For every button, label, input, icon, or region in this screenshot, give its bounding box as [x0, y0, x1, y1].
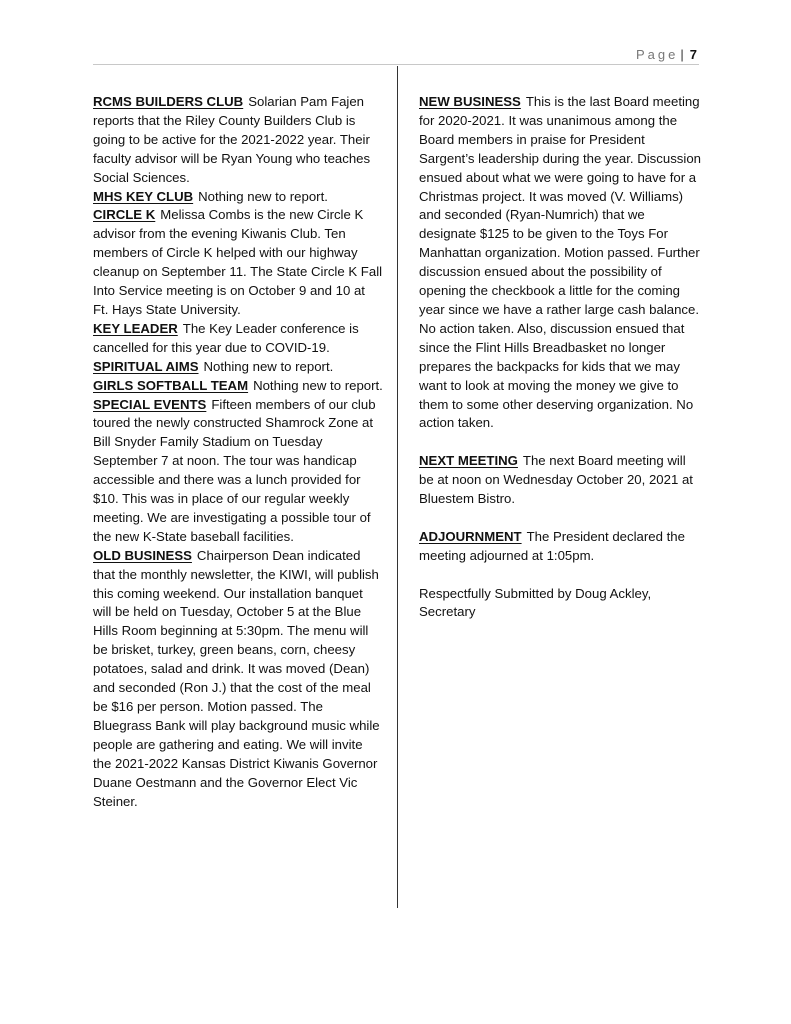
- section-text: Nothing new to report.: [253, 377, 383, 393]
- column-divider: [397, 66, 398, 908]
- section-girls-softball-team: [93, 377, 383, 396]
- section-text: The next Board meeting will be at noon on Wednesday October 20, 2021 at Bluestem Bistro.: [419, 453, 693, 507]
- section-heading: NEXT MEETING: [419, 453, 518, 469]
- page-header: [636, 47, 697, 62]
- section-text: This is the last Board meeting for 2020-2021. It was unanimous among the Board members in praise for President Sargent’s leadership during the year. Discussion ensued about what we were going to have for a Christmas project. It was moved (V. Williams) and seconded (Ryan-Numrich) that we designate $125 to be given to the Toys For Manhattan organization. Motion passed. Further discussion ensued about the possibility of opening the checkbook a little for the coming year since we have a rather large cash balance. No action taken. Also, discussion ensued that since the Flint Hills Breadbasket no longer prepares the backpacks for kids that we may want to look at moving the money we give to them to some other deserving organization. No action taken.: [419, 94, 701, 431]
- left-column: [93, 93, 383, 811]
- page-label: Page: [636, 47, 679, 62]
- section-text: The Key Leader conference is cancelled for this year due to COVID-19.: [93, 320, 359, 355]
- signature-text: Respectfully Submitted by Doug Ackley, Secretary: [419, 585, 652, 620]
- section-text: Nothing new to report.: [203, 358, 334, 374]
- section-text: Nothing new to report.: [198, 188, 328, 204]
- header-rule: [93, 64, 699, 65]
- section-next-meeting: [419, 452, 702, 509]
- section-heading: SPIRITUAL AIMS: [93, 358, 199, 374]
- section-circle-k: [93, 206, 383, 319]
- section-text: Fifteen members of our club toured the newly constructed Shamrock Zone at Bill Snyder Family Stadium on Tuesday September 7 at noon. The tour was handicap accessible and there was a lunch provided for $10. This was in place of our regular weekly meeting. We are investigating a possible tour of the new K-State baseball facilities.: [93, 396, 376, 544]
- section-text: Solarian Pam Fajen reports that the Riley County Builders Club is going to be active for the 2021-2022 year. Their faculty advisor will be Ryan Young who teaches Social Sciences.: [93, 94, 371, 185]
- section-heading: SPECIAL EVENTS: [93, 396, 207, 412]
- page-separator: |: [680, 47, 684, 62]
- section-heading: KEY LEADER: [93, 320, 178, 336]
- section-mhs-key-club: [93, 188, 383, 207]
- section-heading: RCMS BUILDERS CLUB: [93, 94, 244, 109]
- section-heading: ADJOURNMENT: [419, 528, 522, 544]
- section-heading: MHS KEY CLUB: [93, 188, 194, 204]
- section-heading: CIRCLE K: [93, 207, 156, 223]
- section-spiritual-aims: [93, 358, 383, 377]
- section-new-business: [419, 93, 702, 433]
- section-heading: GIRLS SOFTBALL TEAM: [93, 377, 249, 393]
- section-special-events: [93, 396, 383, 547]
- signature-line: [419, 585, 702, 623]
- section-key-leader: [93, 320, 383, 358]
- right-column: [419, 93, 702, 622]
- section-heading: OLD BUSINESS: [93, 547, 192, 563]
- section-text: Chairperson Dean indicated that the monthly newsletter, the KIWI, will publish this coming weekend. Our installation banquet will be held on Tuesday, October 5 at the Blue Hills Room beginning at 5:30pm. The menu will be brisket, turkey, green beans, corn, cheesy potatoes, salad and drink. It was moved (Dean) and seconded (Ron J.) that the cost of the meal be $16 per person. Motion passed. The Bluegrass Bank will play background music while people are gathering and eating. We will invite the 2021-2022 Kansas District Kiwanis Governor Duane Oestmann and the Governor Elect Vic Steiner.: [93, 547, 380, 809]
- section-old-business: [93, 547, 383, 812]
- section-adjournment: [419, 528, 702, 566]
- section-text: The President declared the meeting adjourned at 1:05pm.: [419, 528, 685, 563]
- section-heading: NEW BUSINESS: [419, 94, 521, 109]
- section-rcms-builders-club: [93, 93, 383, 188]
- section-text: Melissa Combs is the new Circle K advisor from the evening Kiwanis Club. Ten members of Circle K helped with our highway cleanup on September 11. The State Circle K Fall Into Service meeting is on October 9 and 10 at Ft. Hays State University.: [93, 207, 383, 317]
- page-number: 7: [689, 47, 697, 62]
